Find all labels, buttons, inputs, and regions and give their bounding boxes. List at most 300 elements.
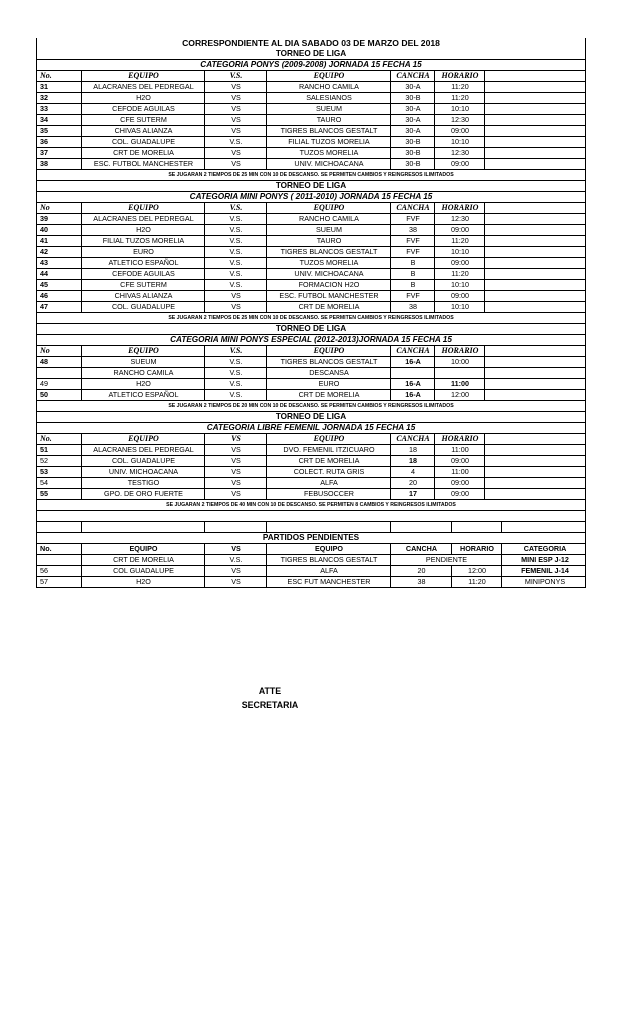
time: 10:10	[434, 137, 485, 147]
match-number: 34	[40, 115, 48, 124]
blank-cell	[484, 390, 588, 400]
match-number: 52	[40, 456, 48, 465]
time: 09:00	[434, 456, 485, 466]
away-team: ALFA	[266, 478, 391, 488]
torneo-title: TORNEO DE LIGA	[275, 181, 347, 190]
time: 09:00	[434, 258, 485, 268]
header-home-team: EQUIPO	[81, 544, 205, 554]
field: 38	[390, 225, 435, 235]
away-team: DESCANSA	[266, 368, 391, 378]
home-team: CEFODE AGUILAS	[81, 269, 205, 279]
field: 4	[390, 467, 435, 477]
torneo-row	[36, 181, 586, 192]
time: 11:20	[434, 82, 485, 92]
away-team: ESC FUT MANCHESTER	[266, 577, 391, 587]
table-row	[36, 489, 586, 500]
table-row	[36, 104, 586, 115]
match-number: 46	[40, 291, 48, 300]
blank-cell	[484, 214, 588, 224]
blank-cell	[484, 258, 588, 268]
header-home-team: EQUIPO	[81, 71, 205, 81]
match-number: 47	[40, 302, 48, 311]
match-number: 31	[40, 82, 48, 91]
field: 30-B	[390, 137, 435, 147]
sections-container	[36, 49, 586, 511]
pending-header	[36, 544, 586, 555]
away-team: SALESIANOS	[266, 93, 391, 103]
pending-row	[36, 566, 586, 577]
versus: VS	[204, 291, 267, 301]
blank-cell	[484, 126, 588, 136]
table-row	[36, 291, 586, 302]
blank-row	[36, 522, 586, 533]
table-header	[36, 203, 586, 214]
time: 12:30	[434, 115, 485, 125]
home-team: FILIAL TUZOS MORELIA	[81, 236, 205, 246]
time: 12:30	[434, 214, 485, 224]
header-blank	[484, 71, 588, 81]
away-team: FORMACION H2O	[266, 280, 391, 290]
field: 20	[390, 566, 452, 576]
header-field: CANCHA	[390, 203, 435, 213]
away-team: TAURO	[266, 115, 391, 125]
versus: VS	[204, 159, 267, 169]
header-versus: VS	[204, 544, 267, 554]
home-team: ATLETICO ESPAÑOL	[81, 390, 205, 400]
blank-cell	[37, 522, 81, 532]
home-team: H2O	[81, 577, 205, 587]
header-blank	[484, 346, 588, 356]
away-team: TIGRES BLANCOS GESTALT	[266, 247, 391, 257]
blank-cell	[484, 104, 588, 114]
category-title: CATEGORIA LIBRE FEMENIL JORNADA 15 FECHA 15	[206, 423, 416, 432]
blank-cell	[484, 225, 588, 235]
header-away-team: EQUIPO	[266, 434, 391, 444]
field: 16-A	[390, 379, 435, 389]
blank-cell	[501, 522, 588, 532]
time: 09:00	[434, 489, 485, 499]
match-number: 57	[40, 577, 48, 586]
time: 10:10	[434, 247, 485, 257]
table-row	[36, 280, 586, 291]
match-number: 50	[40, 390, 48, 399]
field: 30-A	[390, 104, 435, 114]
away-team: TAURO	[266, 236, 391, 246]
blank-cell	[484, 445, 588, 455]
header-time: HORARIO	[434, 346, 485, 356]
header-match-number: No.	[40, 71, 52, 80]
schedule-sheet	[36, 38, 586, 588]
versus: VS	[204, 478, 267, 488]
field: 18	[390, 456, 435, 466]
home-team: COL GUADALUPE	[81, 566, 205, 576]
blank-cell	[451, 522, 502, 532]
away-team: UNIV. MICHOACANA	[266, 269, 391, 279]
time: 12:00	[451, 566, 502, 576]
table-row	[36, 247, 586, 258]
away-team: UNIV. MICHOACANA	[266, 159, 391, 169]
versus: VS	[204, 302, 267, 312]
match-number	[37, 555, 81, 565]
versus: VS	[204, 93, 267, 103]
match-number: 53	[40, 467, 48, 476]
away-team: FILIAL TUZOS MORELIA	[266, 137, 391, 147]
field: FVF	[390, 291, 435, 301]
table-row	[36, 368, 586, 379]
table-header	[36, 434, 586, 445]
versus: V.S.	[204, 214, 267, 224]
field: B	[390, 269, 435, 279]
versus: V.S.	[204, 236, 267, 246]
versus: VS	[204, 104, 267, 114]
torneo-title: TORNEO DE LIGA	[275, 412, 347, 421]
home-team: CRT DE MORELIA	[81, 555, 205, 565]
table-row	[36, 379, 586, 390]
pending-title: PARTIDOS PENDIENTES	[262, 533, 360, 542]
blank-cell	[484, 291, 588, 301]
blank-cell	[266, 522, 391, 532]
torneo-title: TORNEO DE LIGA	[275, 49, 347, 58]
category-title: CATEGORIA MINI PONYS ( 2011-2010) JORNADA 15 FECHA 15	[189, 192, 433, 201]
table-row	[36, 269, 586, 280]
header-match-number: No	[40, 346, 50, 355]
header-away-team: EQUIPO	[266, 203, 391, 213]
match-number	[37, 368, 81, 378]
versus: V.S.	[204, 357, 267, 367]
category-row	[36, 192, 586, 203]
home-team: CFE SUTERM	[81, 115, 205, 125]
time: 12:30	[434, 148, 485, 158]
header-field: CANCHA	[390, 346, 435, 356]
match-number: 55	[40, 489, 48, 498]
table-row	[36, 93, 586, 104]
time: 11:00	[434, 445, 485, 455]
table-row	[36, 148, 586, 159]
blank-row	[36, 511, 586, 522]
versus: VS	[204, 126, 267, 136]
match-number: 35	[40, 126, 48, 135]
time: 11:00	[434, 467, 485, 477]
blank-cell	[484, 269, 588, 279]
blank-cell	[484, 467, 588, 477]
home-team: ALACRANES DEL PEDREGAL	[81, 445, 205, 455]
field: 30-B	[390, 148, 435, 158]
header-match-number: No	[40, 203, 50, 212]
blank-cell	[484, 280, 588, 290]
time: 11:00	[434, 379, 485, 389]
note-row	[36, 500, 586, 511]
footer	[0, 684, 540, 712]
field: B	[390, 258, 435, 268]
time: 11:20	[434, 93, 485, 103]
table-row	[36, 236, 586, 247]
away-team: CRT DE MORELIA	[266, 302, 391, 312]
time: 10:00	[434, 357, 485, 367]
versus: V.S.	[204, 555, 267, 565]
time: 09:00	[434, 126, 485, 136]
field: 30-B	[390, 93, 435, 103]
table-row	[36, 445, 586, 456]
note-row	[36, 401, 586, 412]
blank-cell	[484, 236, 588, 246]
header-field: CANCHA	[390, 544, 452, 554]
versus: V.S.	[204, 269, 267, 279]
table-row	[36, 467, 586, 478]
rules-note: SE JUGARAN 2 TIEMPOS DE 40 MIN CON 10 DE DESCANSO. SE PERMITEN 8 CAMBIOS Y REINGRESOS ILIMITADOS	[166, 502, 456, 508]
versus: VS	[204, 577, 267, 587]
time: 09:00	[434, 291, 485, 301]
table-row	[36, 126, 586, 137]
time: 11:20	[434, 269, 485, 279]
category-row	[36, 335, 586, 346]
time: 09:00	[434, 478, 485, 488]
header-field: CANCHA	[390, 71, 435, 81]
field: 17	[390, 489, 435, 499]
away-team: ALFA	[266, 566, 391, 576]
home-team: ATLETICO ESPAÑOL	[81, 258, 205, 268]
versus: VS	[204, 115, 267, 125]
match-number: 44	[40, 269, 48, 278]
torneo-row	[36, 49, 586, 60]
home-team: ESC. FUTBOL MANCHESTER	[81, 159, 205, 169]
time: 10:10	[434, 104, 485, 114]
home-team: RANCHO CAMILA	[81, 368, 205, 378]
category: FEMENIL J-14	[501, 566, 588, 576]
home-team: H2O	[81, 93, 205, 103]
away-team: TUZOS MORELIA	[266, 148, 391, 158]
home-team: SUEUM	[81, 357, 205, 367]
match-number: 48	[40, 357, 48, 366]
field: 20	[390, 478, 435, 488]
blank-cell	[484, 379, 588, 389]
category: MINI ESP J-12	[501, 555, 588, 565]
home-team: CEFODE AGUILAS	[81, 104, 205, 114]
home-team: TESTIGO	[81, 478, 205, 488]
torneo-title: TORNEO DE LIGA	[275, 324, 347, 333]
match-number: 42	[40, 247, 48, 256]
match-number: 36	[40, 137, 48, 146]
home-team: CFE SUTERM	[81, 280, 205, 290]
field: 30-A	[390, 82, 435, 92]
header-match-number: No.	[40, 544, 52, 553]
table-row	[36, 390, 586, 401]
header-blank	[484, 203, 588, 213]
torneo-row	[36, 412, 586, 423]
versus: VS	[204, 148, 267, 158]
versus: V.S.	[204, 379, 267, 389]
field: FVF	[390, 247, 435, 257]
header-home-team: EQUIPO	[81, 434, 205, 444]
time: 10:10	[434, 302, 485, 312]
home-team: CRT DE MORELIA	[81, 148, 205, 158]
table-header	[36, 346, 586, 357]
header-home-team: EQUIPO	[81, 203, 205, 213]
table-row	[36, 137, 586, 148]
category: MINIPONYS	[501, 577, 588, 587]
away-team: FEBUSOCCER	[266, 489, 391, 499]
versus: V.S.	[204, 258, 267, 268]
header-time: HORARIO	[451, 544, 502, 554]
versus: V.S.	[204, 280, 267, 290]
away-team: RANCHO CAMILA	[266, 82, 391, 92]
field: 30-A	[390, 115, 435, 125]
home-team: H2O	[81, 379, 205, 389]
field: FVF	[390, 236, 435, 246]
header-versus: VS	[204, 434, 267, 444]
table-row	[36, 159, 586, 170]
pending-matches	[36, 511, 586, 588]
away-team: SUEUM	[266, 225, 391, 235]
match-number: 41	[40, 236, 48, 245]
header-time: HORARIO	[434, 434, 485, 444]
torneo-row	[36, 324, 586, 335]
table-row	[36, 456, 586, 467]
header-time: HORARIO	[434, 71, 485, 81]
table-row	[36, 82, 586, 93]
header-away-team: EQUIPO	[266, 346, 391, 356]
category-title: CATEGORIA MINI PONYS ESPECIAL (2012-2013)JORNADA 15 FECHA 15	[170, 335, 452, 344]
away-team: RANCHO CAMILA	[266, 214, 391, 224]
match-number: 37	[40, 148, 48, 157]
home-team: COL. GUADALUPE	[81, 456, 205, 466]
time: 11:20	[451, 577, 502, 587]
home-team: CHIVAS ALIANZA	[81, 126, 205, 136]
home-team: GPO. DE ORO FUERTE	[81, 489, 205, 499]
time: 09:00	[434, 225, 485, 235]
field: B	[390, 280, 435, 290]
table-row	[36, 357, 586, 368]
away-team: ESC. FUTBOL MANCHESTER	[266, 291, 391, 301]
away-team: EURO	[266, 379, 391, 389]
versus: VS	[204, 489, 267, 499]
field: 38	[390, 577, 452, 587]
note-row	[36, 170, 586, 181]
pending-row	[36, 577, 586, 588]
blank-cell	[484, 148, 588, 158]
versus: V.S.	[204, 390, 267, 400]
header-match-number: No.	[40, 434, 52, 443]
match-number: 56	[40, 566, 48, 575]
away-team: DVO. FEMENIL ITZICUARO	[266, 445, 391, 455]
match-number: 39	[40, 214, 48, 223]
category-title: CATEGORIA PONYS (2009-2008) JORNADA 15 FECHA 15	[200, 60, 422, 69]
home-team: ALACRANES DEL PEDREGAL	[81, 214, 205, 224]
field: 30-B	[390, 159, 435, 169]
versus: V.S.	[204, 137, 267, 147]
field: 30-A	[390, 126, 435, 136]
match-number: 40	[40, 225, 48, 234]
header-versus: V.S.	[204, 203, 267, 213]
field: 38	[390, 302, 435, 312]
match-number: 33	[40, 104, 48, 113]
blank-cell	[484, 357, 588, 367]
header-versus: V.S.	[204, 71, 267, 81]
home-team: COL. GUADALUPE	[81, 302, 205, 312]
rules-note: SE JUGARAN 2 TIEMPOS DE 25 MIN CON 10 DE DESCANSO. SE PERMITEN CAMBIOS Y REINGRESOS ILIMITADOS	[168, 172, 454, 178]
away-team: TIGRES BLANCOS GESTALT	[266, 357, 391, 367]
document-title: CORRESPONDIENTE AL DIA SABADO 03 DE MARZO DEL 2018	[182, 38, 440, 48]
note-row	[36, 313, 586, 324]
match-number: 38	[40, 159, 48, 168]
away-team: CRT DE MORELIA	[266, 390, 391, 400]
pending-title-row	[36, 533, 586, 544]
field: FVF	[390, 214, 435, 224]
blank-cell	[390, 522, 452, 532]
title-row	[36, 38, 586, 49]
header-time: HORARIO	[434, 203, 485, 213]
header-blank	[484, 434, 588, 444]
table-row	[36, 225, 586, 236]
table-row	[36, 258, 586, 269]
field: 16-A	[390, 357, 435, 367]
match-number: 51	[40, 445, 48, 454]
blank-cell	[484, 93, 588, 103]
versus: VS	[204, 456, 267, 466]
blank-cell	[484, 456, 588, 466]
blank-cell	[484, 489, 588, 499]
header-away-team: EQUIPO	[266, 544, 391, 554]
blank-cell	[484, 368, 588, 378]
footer-secretaria: SECRETARIA	[241, 700, 299, 710]
time: 12:00	[434, 390, 485, 400]
pending-row	[36, 555, 586, 566]
versus: VS	[204, 82, 267, 92]
field	[390, 368, 435, 378]
match-number: 49	[40, 379, 48, 388]
blank-cell	[484, 115, 588, 125]
away-team: TUZOS MORELIA	[266, 258, 391, 268]
field: 16-A	[390, 390, 435, 400]
header-versus: V.S.	[204, 346, 267, 356]
time	[434, 368, 485, 378]
table-row	[36, 214, 586, 225]
home-team: H2O	[81, 225, 205, 235]
blank-cell	[204, 522, 267, 532]
header-category: CATEGORIA	[501, 544, 588, 554]
away-team: COLECT. RUTA GRIS	[266, 467, 391, 477]
match-number: 43	[40, 258, 48, 267]
table-row	[36, 478, 586, 489]
header-field: CANCHA	[390, 434, 435, 444]
blank-cell	[484, 82, 588, 92]
time: 09:00	[434, 159, 485, 169]
blank-cell	[484, 247, 588, 257]
home-team: UNIV. MICHOACANA	[81, 467, 205, 477]
table-row	[36, 115, 586, 126]
versus: VS	[204, 467, 267, 477]
header-away-team: EQUIPO	[266, 71, 391, 81]
category-row	[36, 423, 586, 434]
home-team: EURO	[81, 247, 205, 257]
time: 10:10	[434, 280, 485, 290]
blank-cell	[484, 302, 588, 312]
versus: VS	[204, 445, 267, 455]
status: PENDIENTE	[390, 555, 502, 565]
away-team: TIGRES BLANCOS GESTALT	[266, 555, 391, 565]
rules-note: SE JUGARAN 2 TIEMPOS DE 20 MIN CON 10 DE DESCANSO. SE PERMITEN CAMBIOS Y REINGRESOS ILIMITADOS	[168, 403, 454, 409]
versus: V.S.	[204, 368, 267, 378]
home-team: COL. GUADALUPE	[81, 137, 205, 147]
home-team: ALACRANES DEL PEDREGAL	[81, 82, 205, 92]
footer-atte: ATTE	[258, 686, 282, 696]
match-number: 45	[40, 280, 48, 289]
blank-cell	[484, 159, 588, 169]
blank-cell	[81, 522, 205, 532]
versus: V.S.	[204, 225, 267, 235]
away-team: SUEUM	[266, 104, 391, 114]
blank-cell	[484, 478, 588, 488]
match-number: 32	[40, 93, 48, 102]
